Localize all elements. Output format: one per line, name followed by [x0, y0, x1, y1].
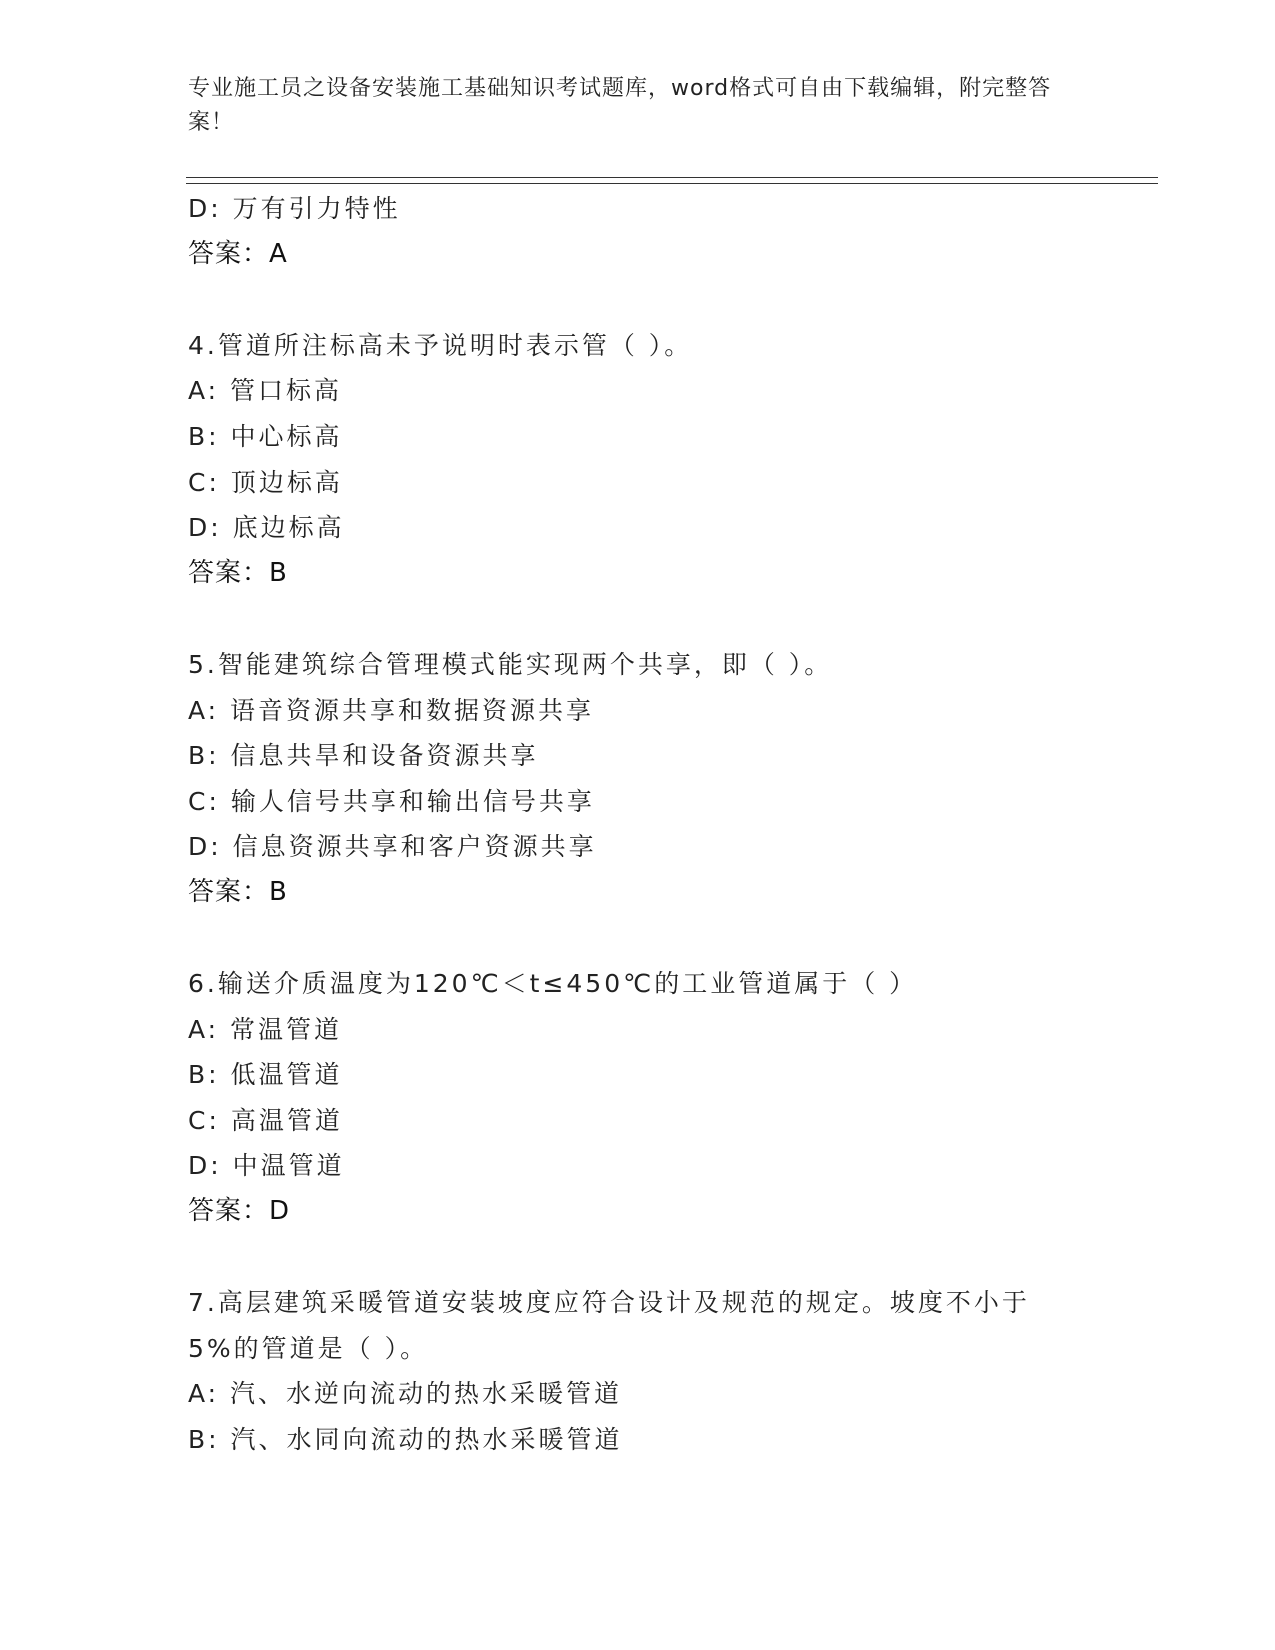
- spacer: [188, 916, 1168, 962]
- document-header: 专业施工员之设备安装施工基础知识考试题库，word格式可自由下载编辑，附完整答案！: [188, 76, 1052, 135]
- answer-line: 答案：B: [188, 557, 288, 588]
- option-label: D:: [188, 513, 222, 543]
- option-text: 低温管道: [230, 1060, 343, 1090]
- option-label: D:: [188, 1151, 222, 1181]
- spacer: [188, 1235, 1168, 1281]
- option-d: [188, 824, 1168, 870]
- option-text: 汽、水逆向流动的热水采暖管道: [230, 1379, 623, 1409]
- option-label: A:: [188, 1379, 220, 1409]
- option-label: C:: [188, 1105, 220, 1135]
- option-text: 底边标高: [232, 513, 345, 543]
- option-b: [188, 733, 1168, 779]
- option-b: [188, 1052, 1168, 1098]
- header-divider-bottom: [186, 183, 1158, 184]
- option-label: D:: [188, 832, 222, 862]
- option-label: B:: [188, 1060, 220, 1090]
- option-text: 高温管道: [230, 1105, 343, 1135]
- option-label: B:: [188, 421, 220, 451]
- option-label: B:: [188, 741, 220, 771]
- option-a: [188, 1007, 1168, 1053]
- option-text: 顶边标高: [230, 467, 343, 497]
- option-text: 输人信号共享和输出信号共享: [230, 786, 595, 816]
- option-d: [188, 1143, 1168, 1189]
- option-b: [188, 414, 1168, 460]
- question-block-7: [188, 1280, 1168, 1462]
- option-c: [188, 779, 1168, 825]
- option-label: B:: [188, 1425, 220, 1455]
- answer-line: 答案：D: [188, 1196, 291, 1227]
- header-divider-top: [186, 177, 1158, 178]
- option-text: 管口标高: [230, 376, 343, 406]
- option-label: A:: [188, 1014, 220, 1044]
- question-text: 6.输送介质温度为120℃＜t≤450℃的工业管道属于（ ）: [188, 969, 918, 999]
- option-text: 汽、水同向流动的热水采暖管道: [230, 1425, 623, 1455]
- spacer: [188, 277, 1168, 323]
- option-text: 信息资源共享和客户资源共享: [232, 832, 597, 862]
- question-block-6: [188, 961, 1168, 1235]
- option-c: [188, 460, 1168, 506]
- question-text: 4.管道所注标高未予说明时表示管（ ）。: [188, 330, 693, 360]
- answer-line: 答案：A: [188, 238, 288, 269]
- option-label: A:: [188, 695, 220, 725]
- question-block-5: [188, 642, 1168, 916]
- option-b: [188, 1417, 1168, 1463]
- option-label: A:: [188, 376, 220, 406]
- option-c: [188, 1098, 1168, 1144]
- option-label: C:: [188, 467, 220, 497]
- option-label: C:: [188, 786, 220, 816]
- option-a: [188, 688, 1168, 734]
- question-block-3: [188, 186, 1168, 277]
- option-text: 中心标高: [230, 421, 343, 451]
- option-label: D:: [188, 194, 222, 223]
- option-a: [188, 1371, 1168, 1417]
- option-d: [188, 505, 1168, 551]
- option-text: 信息共旱和设备资源共享: [230, 741, 539, 771]
- option-text: 中温管道: [232, 1151, 345, 1181]
- spacer: [188, 596, 1168, 642]
- answer-line: 答案：B: [188, 876, 288, 907]
- option-text: 常温管道: [230, 1014, 343, 1044]
- option-text: 万有引力特性: [232, 194, 401, 223]
- question-text: 5.智能建筑综合管理模式能实现两个共享，即（ ）。: [188, 649, 833, 679]
- option-text: 语音资源共享和数据资源共享: [230, 695, 595, 725]
- option-a: [188, 368, 1168, 414]
- question-text: 7.高层建筑采暖管道安装坡度应符合设计及规范的规定。坡度不小于5%的管道是（ ）。: [188, 1288, 1030, 1363]
- option-d: [188, 186, 1168, 232]
- question-block-4: [188, 323, 1168, 597]
- question-list: [188, 186, 1168, 1463]
